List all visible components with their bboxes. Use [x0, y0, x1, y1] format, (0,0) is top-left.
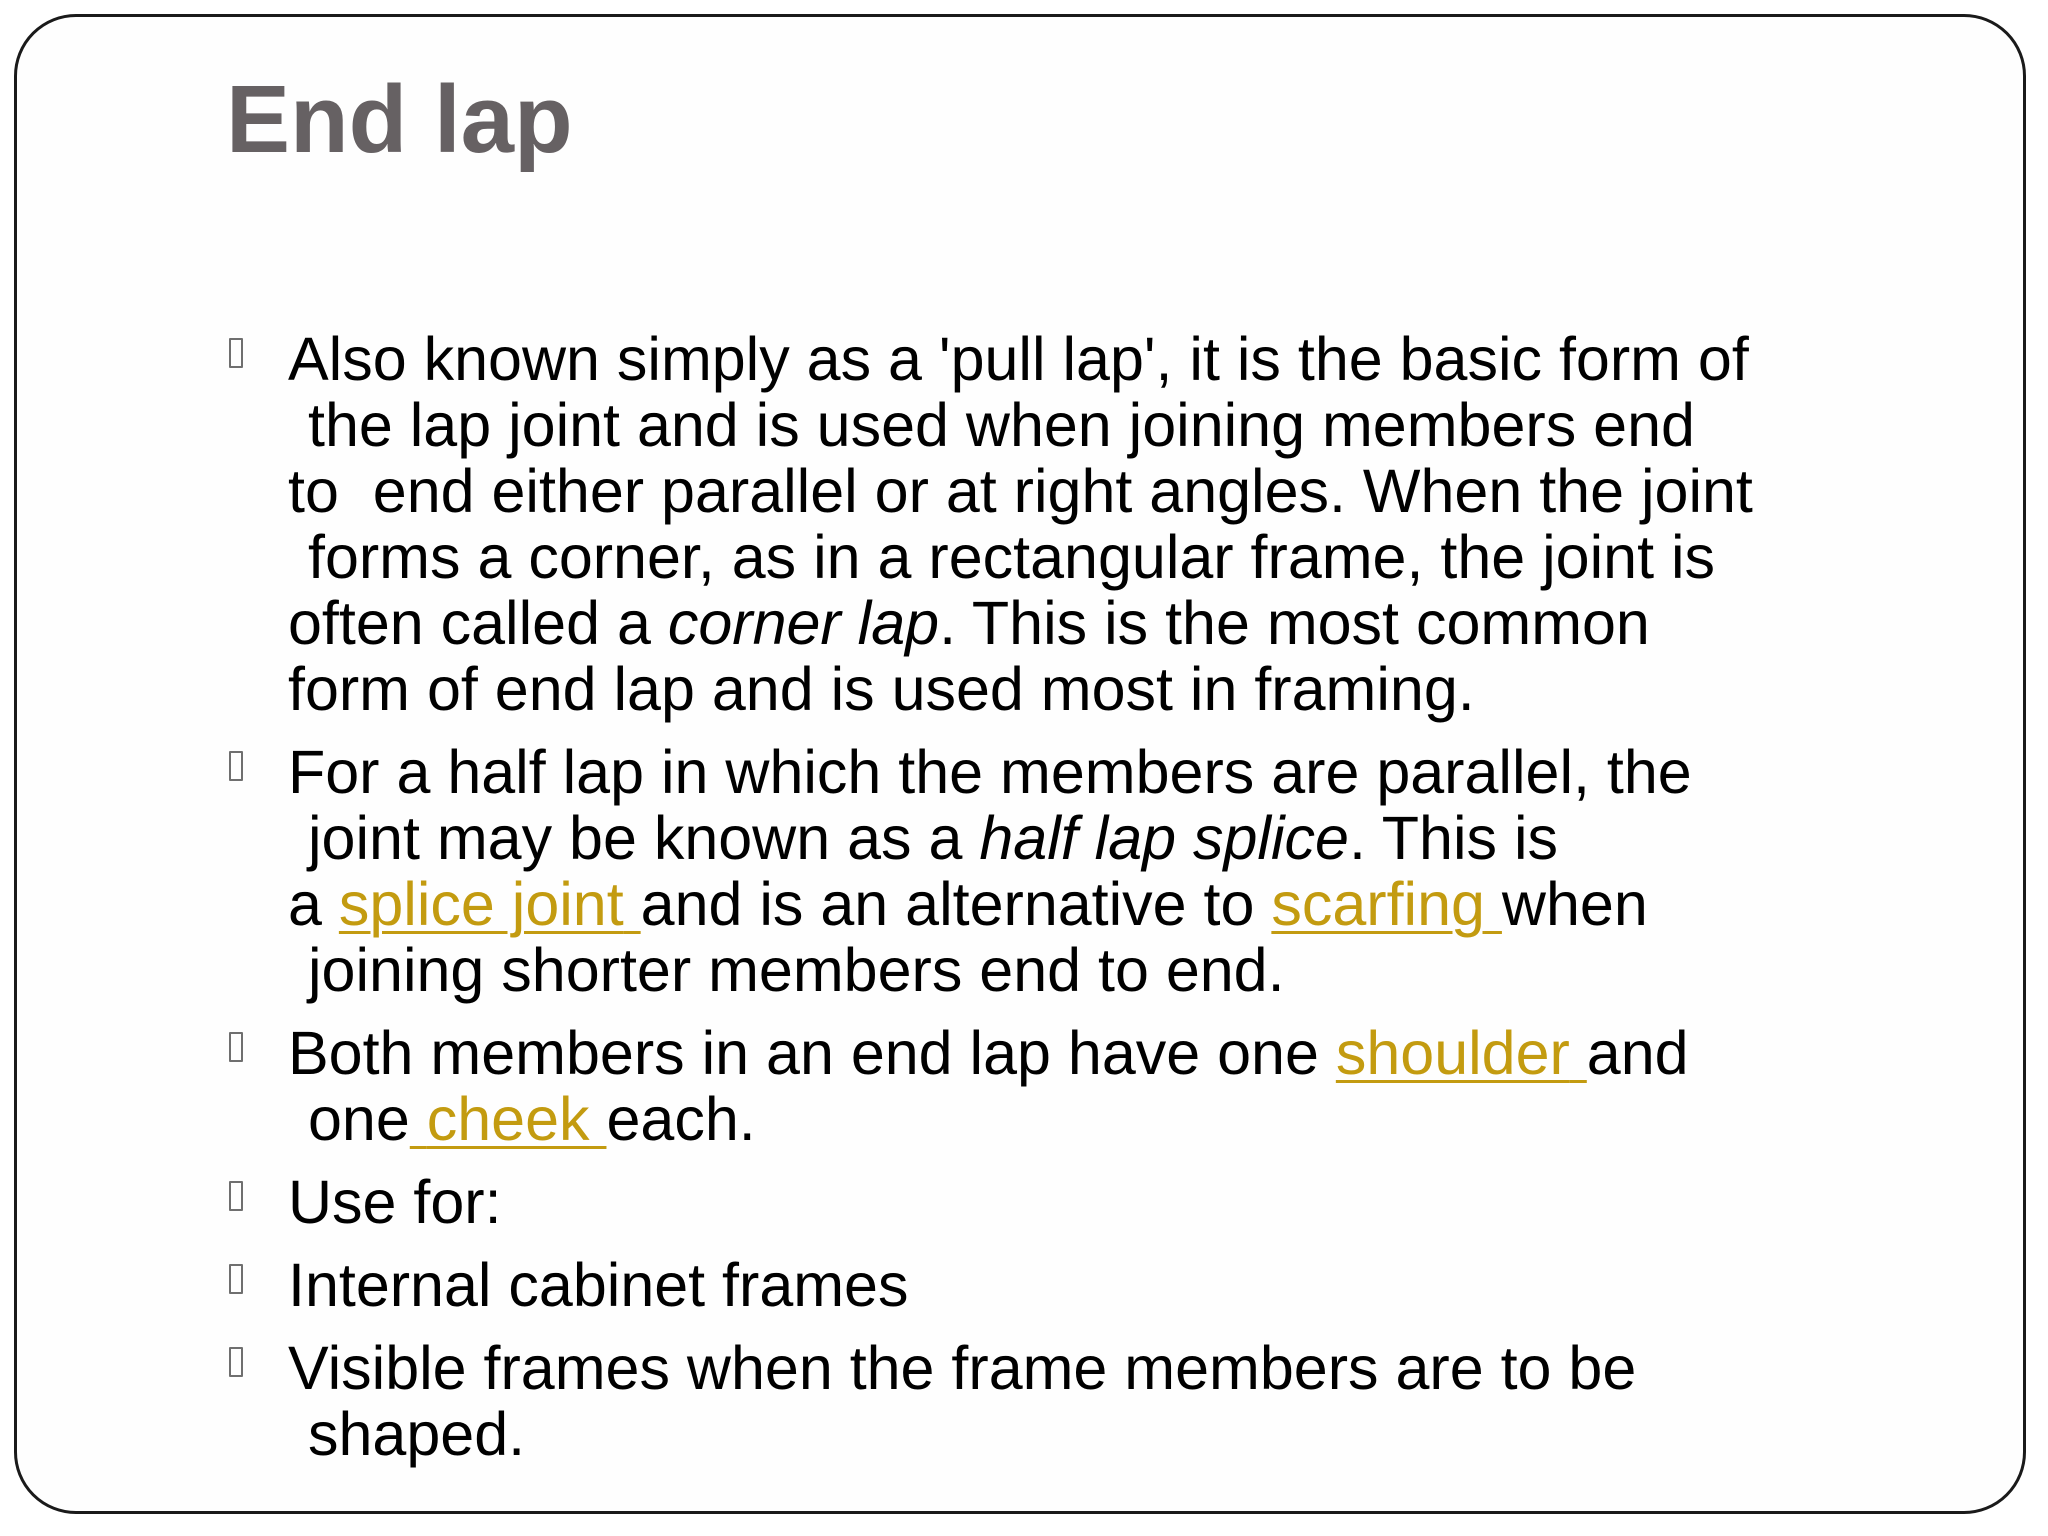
bullet-icon — [229, 338, 243, 368]
text-run: each. — [606, 1085, 756, 1153]
bullet-line — [288, 871, 1942, 937]
bullet-line — [288, 805, 1942, 871]
bullet-line — [288, 590, 1942, 656]
text-run: Both members in an end lap have one — [288, 1019, 1336, 1087]
text-run: often called a — [288, 589, 668, 657]
underlined-space — [624, 870, 641, 938]
bullet-item-pull-lap — [222, 326, 1942, 722]
link-shoulder[interactable]: shoulder — [1335, 1019, 1570, 1087]
emphasis-half-lap-splice: half lap splice — [979, 804, 1349, 872]
link-scarfing[interactable]: scarfing — [1271, 870, 1485, 938]
link-cheek[interactable]: cheek — [426, 1085, 590, 1153]
bullet-icon — [229, 1181, 243, 1211]
emphasis-corner-lap: corner lap — [667, 589, 940, 657]
text-run: a — [288, 870, 339, 938]
bullet-line: Also known simply as a 'pull lap', it is the basic form of — [288, 325, 1749, 393]
bullet-line: Visible frames when the frame members are to be — [288, 1334, 1637, 1402]
bullet-line: form of end lap and is used most in framing. — [288, 655, 1475, 723]
text-run: . This is — [1348, 804, 1559, 872]
bullet-line — [288, 1086, 1942, 1152]
bullet-line: forms a corner, as in a rectangular frame, the joint is — [308, 523, 1716, 591]
bullet-line: For a half lap in which the members are parallel, the — [288, 738, 1692, 806]
bullet-line: Internal cabinet frames — [288, 1251, 909, 1319]
bullet-icon — [229, 1264, 243, 1294]
bullet-icon — [229, 751, 243, 781]
underlined-space — [1485, 870, 1502, 938]
bullet-icon — [229, 1347, 243, 1377]
bullet-line — [288, 1020, 1942, 1086]
bullet-icon — [229, 1032, 243, 1062]
text-run: one — [308, 1085, 410, 1153]
slide-title: End lap — [226, 66, 573, 173]
bullet-item-visible-frames — [222, 1335, 1942, 1467]
bullet-list — [222, 326, 1942, 1467]
bullet-line: to end either parallel or at right angles. When the joint — [288, 457, 1753, 525]
text-run: . This is the most common — [939, 589, 1650, 657]
text-run: and — [1586, 1019, 1689, 1087]
bullet-line: the lap joint and is used when joining members end — [308, 391, 1695, 459]
underlined-space — [590, 1085, 607, 1153]
bullet-item-use-for — [222, 1169, 1942, 1235]
bullet-item-half-lap-splice — [222, 739, 1942, 1003]
bullet-line: Use for: — [288, 1168, 502, 1236]
bullet-item-shoulder-cheek — [222, 1020, 1942, 1152]
bullet-line: joining shorter members end to end. — [308, 936, 1285, 1004]
link-splice-joint[interactable]: splice joint — [338, 870, 624, 938]
text-run: joint may be known as a — [308, 804, 980, 872]
text-run: when — [1501, 870, 1648, 938]
bullet-line: shaped. — [308, 1400, 526, 1468]
bullet-item-internal-frames — [222, 1252, 1942, 1318]
underlined-space — [410, 1085, 427, 1153]
underlined-space — [1570, 1019, 1587, 1087]
text-run: and is an alternative to — [640, 870, 1272, 938]
